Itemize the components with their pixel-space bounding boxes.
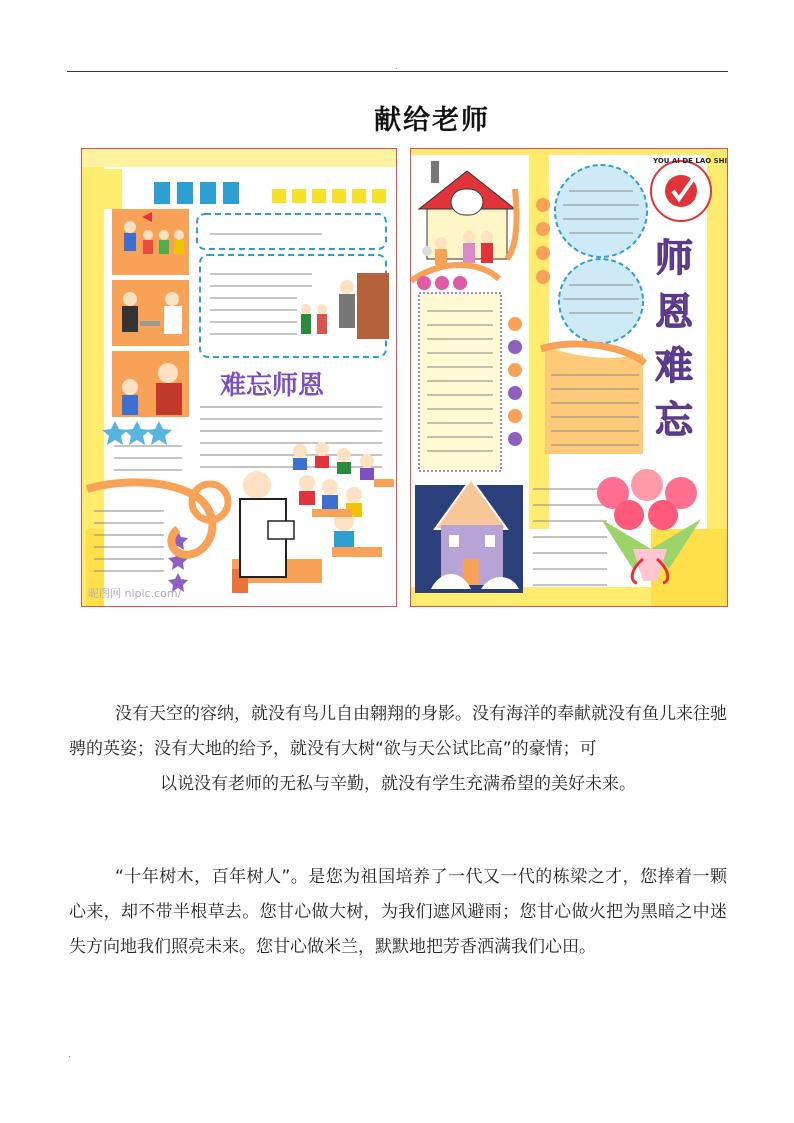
poster-right-badge-text: YOU AI DE LAO SHI xyxy=(653,157,728,165)
poster-right-heading-char-1: 师 xyxy=(655,236,694,280)
paragraph-1-last-line: 以说没有老师的无私与辛勤，就没有学生充满希望的美好未来。 xyxy=(160,774,636,794)
poster-right xyxy=(410,148,728,607)
document-title: 献给老师 xyxy=(374,105,490,136)
paragraph-1-text: 没有天空的容纳，就没有鸟儿自由翱翔的身影。没有海洋的奉献就没有鱼儿来往驰骋的英姿；没有大地的给予，就没有大树“欲与天公试比高”的豪情；可 xyxy=(69,704,727,759)
header-rule xyxy=(67,71,728,72)
paragraph-1 xyxy=(69,697,727,802)
paragraph-2-text: “十年树木，百年树人”。是您为祖国培养了一代又一代的栋梁之才，您捧着一颗心来，却不带半根草去。您甘心做大树，为我们遮风避雨；您甘心做火把为黑暗之中迷失方向地我们照亮未来。您甘心做米兰，默默地把芳香洒满我们心田。 xyxy=(69,867,727,957)
poster-right-heading-char-4: 忘 xyxy=(655,398,694,442)
poster-left xyxy=(81,148,397,607)
footer-mark: . xyxy=(68,1050,71,1059)
poster-right-artwork xyxy=(411,149,728,607)
paragraph-2 xyxy=(69,860,727,965)
poster-left-heading: 难忘师恩 xyxy=(220,371,325,401)
header-mark: . xyxy=(395,62,398,71)
poster-right-heading-char-2: 恩 xyxy=(655,290,694,334)
poster-left-artwork xyxy=(82,149,397,607)
poster-left-watermark: 昵图网 nipic.com/ xyxy=(88,587,182,600)
poster-right-heading-char-3: 难 xyxy=(655,344,694,388)
